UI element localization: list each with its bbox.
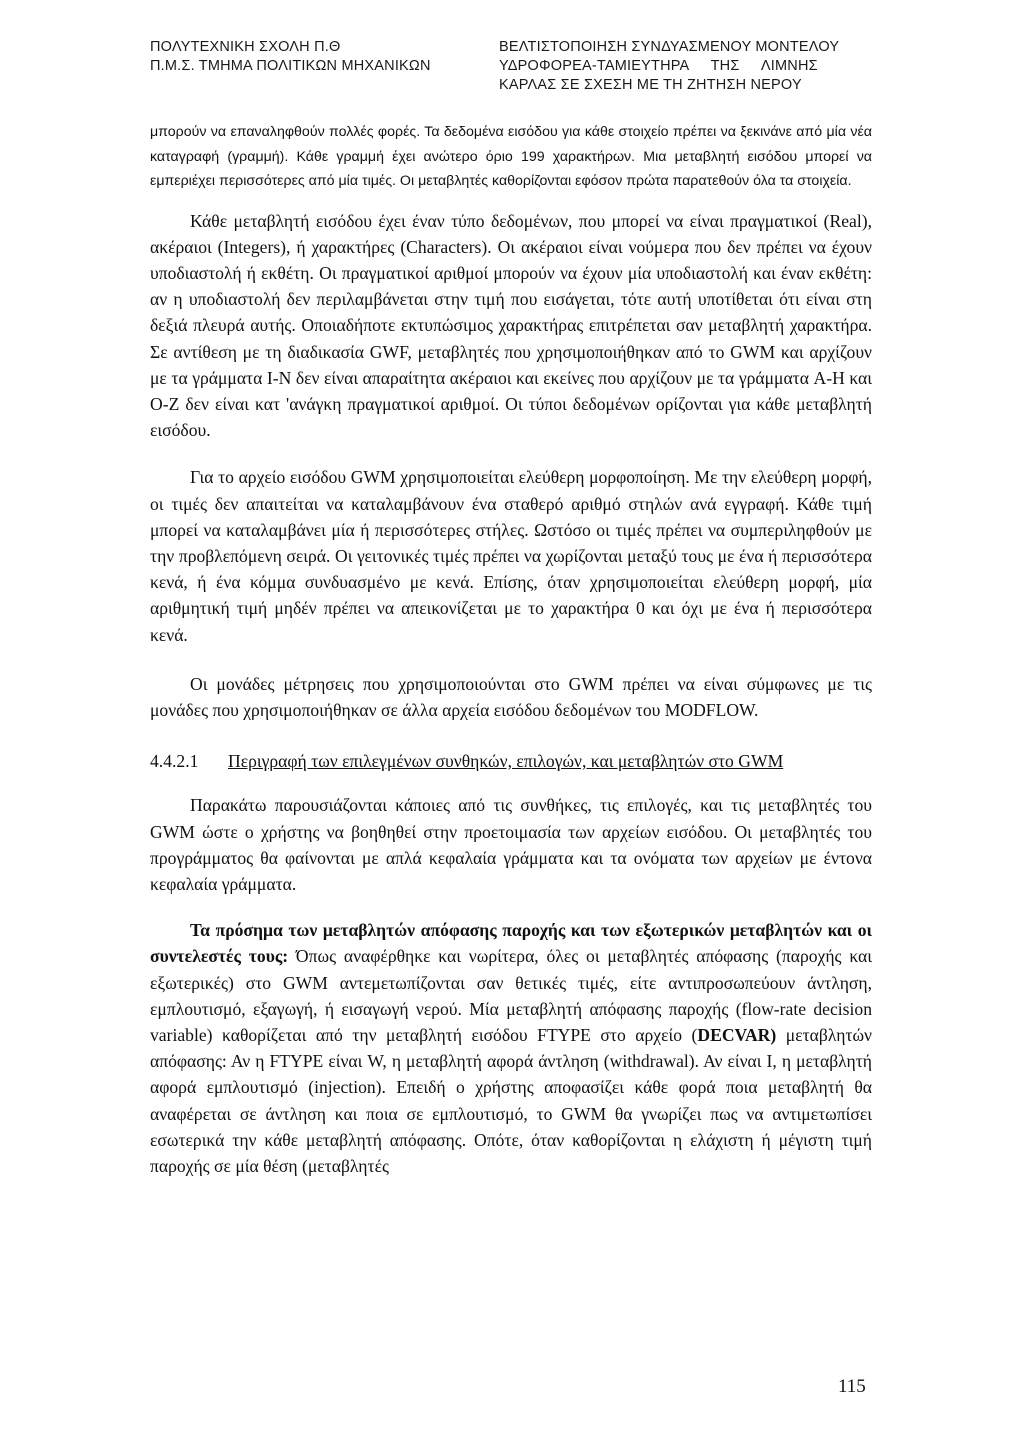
- header-institution: [150, 38, 431, 76]
- paragraph-text-part-1: Όπως αναφέρθηκε και νωρίτερα, όλες οι μεταβλητές απόφασης (παροχής και εξωτερικές) στο GWM αντεμετωπίζονται σαν θετικές τιμές, είτε αντιπροσωπεύουν άντληση, εμπλουτισμό, εξαγωγή, ή εισαγωγή νερού. Μία μεταβλητή απόφασης παροχής (flow-rate decision variable) καθορίζεται από την μεταβλητή εισόδου FTYPE στο αρχείο (: [150, 946, 872, 1045]
- file-name-decvar: DECVAR): [697, 1024, 777, 1045]
- header-department: Π.Μ.Σ. ΤΜΗΜΑ ΠΟΛΙΤΙΚΩΝ ΜΗΧΑΝΙΚΩΝ: [150, 58, 431, 74]
- paragraph-decision-variable-signs: [150, 917, 872, 1179]
- header-title-line-3: ΚΑΡΛΑΣ ΣΕ ΣΧΕΣΗ ΜΕ ΤΗ ΖΗΤΗΣΗ ΝΕΡΟΥ: [499, 77, 802, 93]
- header-title-line-1: ΒΕΛΤΙΣΤΟΠΟΙΗΣΗ ΣΥΝΔΥΑΣΜΕΝΟΥ ΜΟΝΤΕΛΟΥ: [499, 39, 840, 55]
- paragraph-bold-lead: Τα πρόσημα των μεταβλητών απόφασης παροχής και των εξωτερικών μεταβλητών και οι συντελεστές τους:: [150, 920, 872, 967]
- paragraph-record-format: μπορούν να επαναληφθούν πολλές φορές. Τα δεδομένα εισόδου για κάθε στοιχείο πρέπει να ξεκινάνε από μία νέα καταγραφή (γραμμή). Κάθε γραμμή έχει ανώτερο όριο 199 χαρακτήρων. Μια μεταβλητή εισόδου μπορεί να εμπεριέχει περισσότερες από μία τιμές. Οι μεταβλητές καθορίζονται εφόσον πρώτα παρατεθούν όλα τα στοιχεία.: [150, 124, 872, 189]
- paragraph-text-part-2: μεταβλητών απόφασης: Αν η FTYPE είναι W, η μεταβλητή αφορά άντληση (withdrawal). Αν είναι I, η μεταβλητή αφορά εμπλουτισμό (injection). Επειδή ο χρήστης αποφασίζει κάθε φορά ποια μεταβλητή θα αναφέρεται σε άντληση και ποια σε εμπλουτισμό, το GWM θα γνωρίζει πως να αντιμετωπίσει εσωτερικά την κάθε μεταβλητή απόφασης. Οπότε, όταν καθορίζονται η ελάχιστη ή μέγιστη τιμή παροχής σε μία θέση (μεταβλητές: [150, 1024, 872, 1176]
- header-school: ΠΟΛΥΤΕΧΝΙΚΗ ΣΧΟΛΗ Π.Θ: [150, 39, 341, 55]
- paragraph-data-types: Κάθε μεταβλητή εισόδου έχει έναν τύπο δεδομένων, που μπορεί να είναι πραγματικοί (Real), ακέραιοι (Integers), ή χαρακτήρες (Characters). Οι ακέραιοι είναι νούμερα που δεν πρέπει να έχουν υποδιαστολή ή εκθέτη. Οι πραγματικοί αριθμοί μπορούν να έχουν μία υποδιαστολή και έναν εκθέτη: αν η υποδιαστολή δεν περιλαμβάνεται στην τιμή που εισάγεται, τότε αυτή υποτίθεται ότι είναι στη δεξιά πλευρά αυτής. Οποιαδήποτε εκτυπώσιμος χαρακτήρας επιτρέπεται σαν μεταβλητή χαρακτήρα. Σε αντίθεση με τη διαδικασία GWF, μεταβλητές που χρησιμοποιήθηκαν από το GWM και αρχίζουν με τα γράμματα I-N δεν είναι απαραίτητα ακέραιοι και εκείνες που αρχίζουν με τα γράμματα A-H και O-Z δεν είναι κατ 'ανάγκη πραγματικοί αριθμοί. Οι τύποι δεδομένων ορίζονται για κάθε μεταβλητή εισόδου.: [150, 210, 872, 441]
- page-number: 115: [838, 1376, 866, 1397]
- page-body: [150, 120, 872, 1179]
- paragraph-units: Οι μονάδες μέτρησεις που χρησιμοποιούνται στο GWM πρέπει να είναι σύμφωνες με τις μονάδες που χρησιμοποιήθηκαν σε άλλα αρχεία εισόδου δεδομένων του MODFLOW.: [150, 673, 872, 720]
- header-title-line-2: ΥΔΡΟΦΟΡΕΑ-ΤΑΜΙΕΥΤΗΡΑ ΤΗΣ ΛΙΜΝΗΣ: [499, 58, 818, 74]
- paragraph-free-format: Για το αρχείο εισόδου GWM χρησιμοποιείται ελεύθερη μορφοποίηση. Με την ελεύθερη μορφή, οι τιμές δεν απαιτείται να καταλαμβάνουν ένα σταθερό αριθμό στηλών ανά εγγραφή. Κάθε τιμή μπορεί να καταλαμβάνει μία ή περισσότερες στήλες. Ωστόσο οι τιμές πρέπει να συμπεριληφθούν με την προβλεπόμενη σειρά. Οι γειτονικές τιμές πρέπει να χωρίζονται μεταξύ τους με ένα ή περισσότερα κενά, ή ένα κόμμα συνδυασμένο με κενά. Επίσης, όταν χρησιμοποιείται ελεύθερη μορφή, μία αριθμητική τιμή μηδέν πρέπει να απεικονίζεται με το χαρακτήρα 0 και όχι με ένα ή περισσότερα κενά.: [150, 467, 872, 645]
- section-number: 4.4.2.1: [150, 751, 199, 772]
- header-thesis-title: [499, 38, 878, 95]
- section-heading: [150, 748, 872, 774]
- section-title: Περιγραφή των επιλεγμένων συνθηκών, επιλογών, και μεταβλητών στο GWM: [228, 751, 784, 772]
- paragraph-section-intro: Παρακάτω παρουσιάζονται κάποιες από τις συνθήκες, τις επιλογές, και τις μεταβλητές του GWM ώστε ο χρήστης να βοηθηθεί στην προετοιμασία των αρχείων εισόδου. Οι μεταβλητές του προγράμματος θα φαίνονται με απλά κεφαλαία γράμματα και τα ονόματα των αρχείων με έντονα κεφαλαία γράμματα.: [150, 795, 872, 894]
